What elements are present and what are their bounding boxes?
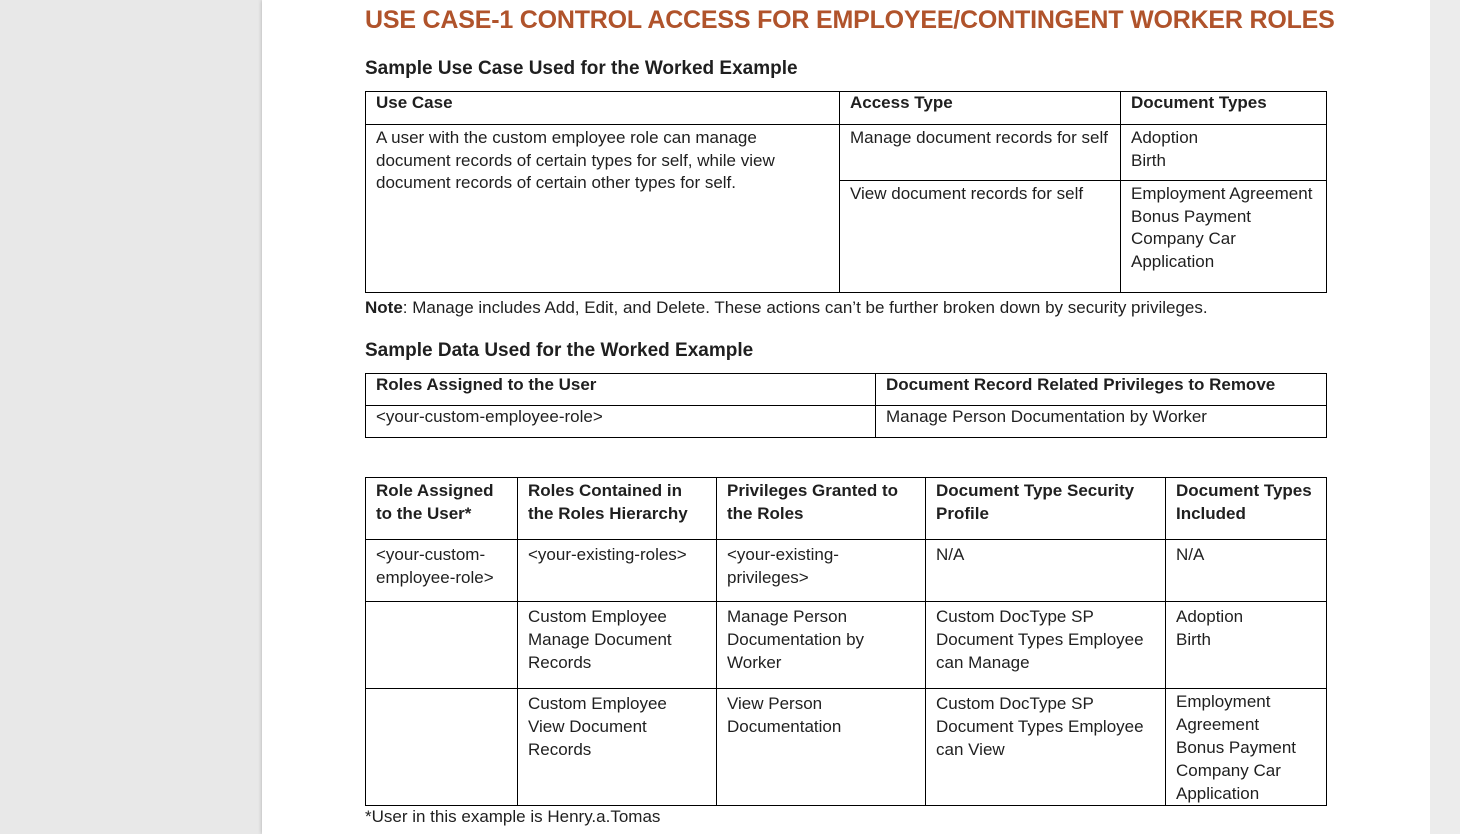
header-access-type: Access Type	[840, 92, 1121, 125]
table-cell: Custom DocType SP Document Types Employee can Manage	[926, 602, 1166, 689]
table-row	[366, 125, 1327, 181]
table-cell: Employment Agreement Bonus Payment Company Car Application	[1166, 689, 1327, 806]
footnote: *User in this example is Henry.a.Tomas	[365, 807, 661, 826]
use-case-description: A user with the custom employee role can manage document records of certain types for self, while view document records of certain other types for self.	[366, 125, 840, 293]
role-hierarchy-table	[365, 477, 1327, 806]
note-body: : Manage includes Add, Edit, and Delete. These actions can’t be further broken down by security privileges.	[402, 298, 1208, 317]
table-row	[366, 406, 1327, 438]
document-type-item: Birth	[1131, 150, 1166, 170]
table-cell: Adoption Birth	[1166, 602, 1327, 689]
section2-heading: Sample Data Used for the Worked Example	[365, 340, 754, 361]
header-privileges-to-remove: Document Record Related Privileges to Remove	[876, 374, 1327, 406]
table-cell	[366, 602, 518, 689]
document-type-item: Company Car Application	[1131, 229, 1236, 271]
table-cell: N/A	[1166, 540, 1327, 602]
table-cell: Custom Employee View Document Records	[518, 689, 717, 806]
document-type-item: Employment Agreement	[1131, 184, 1313, 204]
table-cell: Manage Person Documentation by Worker	[717, 602, 926, 689]
table-cell: N/A	[926, 540, 1166, 602]
section1-heading: Sample Use Case Used for the Worked Example	[365, 58, 798, 79]
header-doc-types-included: Document Types Included	[1166, 478, 1327, 540]
table-cell: <your-existing-roles>	[518, 540, 717, 602]
header-roles-contained: Roles Contained in the Roles Hierarchy	[518, 478, 717, 540]
privilege-cell: Manage Person Documentation by Worker	[876, 406, 1327, 438]
header-doc-type-security-profile: Document Type Security Profile	[926, 478, 1166, 540]
table-cell: Custom DocType SP Document Types Employee can View	[926, 689, 1166, 806]
table-cell	[366, 689, 518, 806]
table-cell: Custom Employee Manage Document Records	[518, 602, 717, 689]
page-title: USE CASE-1 CONTROL ACCESS FOR EMPLOYEE/CONTINGENT WORKER ROLES	[365, 6, 1335, 34]
header-use-case: Use Case	[366, 92, 840, 125]
header-document-types: Document Types	[1121, 92, 1327, 125]
access-type-cell: View document records for self	[840, 181, 1121, 293]
table-cell: <your-custom-employee-role>	[366, 540, 518, 602]
table-header-row	[366, 374, 1327, 406]
role-cell: <your-custom-employee-role>	[366, 406, 876, 438]
use-case-table	[365, 91, 1327, 293]
header-privileges-granted: Privileges Granted to the Roles	[717, 478, 926, 540]
table-header-row	[366, 478, 1327, 540]
sample-data-table	[365, 373, 1327, 438]
table-row	[366, 602, 1327, 689]
note-label: Note	[365, 298, 403, 317]
document-type-item: Adoption	[1131, 128, 1199, 147]
header-roles-assigned: Roles Assigned to the User	[366, 374, 876, 406]
document-types-cell	[1121, 125, 1327, 181]
table-row	[366, 689, 1327, 806]
document-types-cell	[1121, 181, 1327, 293]
document-page	[262, 0, 1430, 834]
table-cell: View Person Documentation	[717, 689, 926, 806]
note-text	[365, 298, 1208, 318]
header-role-assigned: Role Assigned to the User*	[366, 478, 518, 540]
table-header-row	[366, 92, 1327, 125]
table-cell: <your-existing-privileges>	[717, 540, 926, 602]
document-type-item: Bonus Payment	[1131, 206, 1252, 226]
table-row	[366, 540, 1327, 602]
page-edge	[1430, 0, 1460, 834]
access-type-cell: Manage document records for self	[840, 125, 1121, 181]
